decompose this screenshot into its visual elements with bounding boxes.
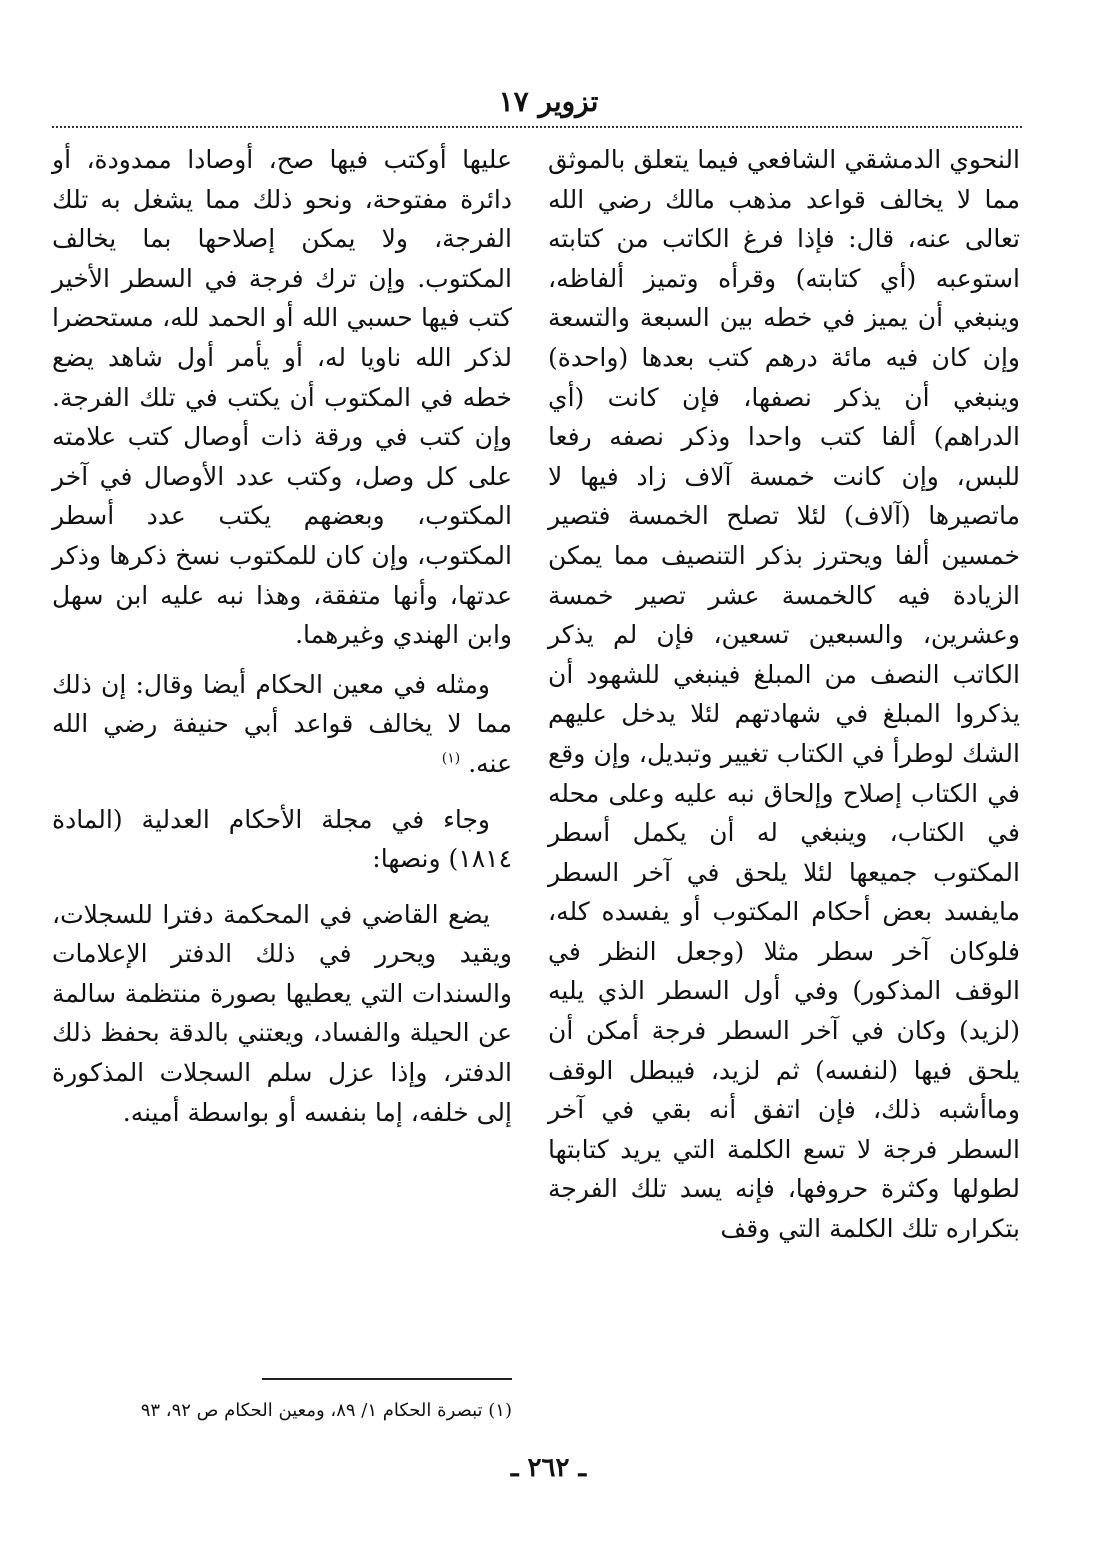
right-text-column <box>548 140 1020 1249</box>
running-header-title: تزوير ١٧ <box>498 85 599 118</box>
left-text-column <box>52 140 512 1132</box>
footnote-separator <box>262 1378 512 1380</box>
header-dotted-rule <box>52 126 1022 128</box>
page-number: ـ ٢٦٢ ـ <box>510 1453 587 1483</box>
left-column-paragraph-3: وجاء في مجلة الأحكام العدلية (المادة ١٨١٤) ونصها: <box>52 804 512 874</box>
footnote: (١) تبصرة الحكام ١/ ٨٩، ومعين الحكام ص ٩٢، ٩٣ <box>140 1400 512 1421</box>
left-column-paragraph-1: عليها أوكتب فيها صح، أوصادا ممدودة، أو دائرة مفتوحة، ونحو ذلك مما يشغل به تلك الفرجة، ولا يمكن إصلاحها بما يخالف المكتوب. وإن ترك فرجة في السطر الأخير كتب فيها حسبي الله أو الحمد لله، مستحضرا لذكر الله ناويا له، أو يأمر أول شاهد يضع خطه في المكتوب أن يكتب في تلك الفرجة. وإن كتب في ورقة ذات أوصال كتب علامته على كل وصل، وكتب عدد الأوصال في آخر المكتوب، وبعضهم يكتب عدد أسطر المكتوب، وإن كان للمكتوب نسخ ذكرها وذكر عدتها، وأنها متفقة، وهذا نبه عليه ابن سهل وابن الهندي وغيرهما. <box>52 145 512 650</box>
footnote-marker: (١) <box>441 750 461 767</box>
right-column-paragraph: النحوي الدمشقي الشافعي فيما يتعلق بالموثق مما لا يخالف قواعد مذهب مالك رضي الله تعالى عنه، قال: فإذا فرغ الكاتب من كتابته استوعبه (أي كتابته) وقرأه وتميز ألفاظه، وينبغي أن يميز في خطه بين السبعة والتسعة وإن كان فيه مائة درهم كتب بعدها (واحدة) وينبغي أن يذكر نصفها، فإن كانت (أي الدراهم) ألفا كتب واحدا وذكر نصفه رفعا للبس، وإن كانت خمسة آلاف زاد فيها لا ماتصيرها (آلاف) لئلا تصلح الخمسة فتصير خمسين ألفا ويحترز بذكر التنصيف مما يمكن الزيادة فيه كالخمسة عشر تصير خمسة وعشرين، والسبعين تسعين، فإن لم يذكر الكاتب النصف من المبلغ فينبغي للشهود أن يذكروا المبلغ في شهادتهم لئلا يدخل عليهم الشك لوطرأ في الكتاب تغيير وتبديل، وإن وقع في الكتاب إصلاح وإلحاق نبه عليه وعلى محله في الكتاب، وينبغي له أن يكمل أسطر المكتوب جميعها لئلا يلحق في آخر السطر مايفسد بعض أحكام المكتوب أو يفسده كله، فلوكان آخر سطر مثلا (وجعل النظر في الوقف المذكور) وفي أول السطر الذي يليه (لزيد) وكان في آخر السطر فرجة أمكن أن يلحق فيها (لنفسه) ثم لزيد، فيبطل الوقف وماأشبه ذلك، فإن اتفق أنه بقي في آخر السطر فرجة لا تسع الكلمة التي يريد كتابتها لطولها وكثرة حروفها، فإنه يسد تلك الفرجة بتكراره تلك الكلمة التي وقف <box>548 145 1020 1244</box>
left-column-paragraph-4: يضع القاضي في المحكمة دفترا للسجلات، ويقيد ويحرر في ذلك الدفتر الإعلامات والسندات التي يعطيها بصورة منتظمة سالمة عن الحيلة والفساد، ويعتني بالدقة بحفظ ذلك الدفتر، وإذا عزل سلم السجلات المذكورة إلى خلفه، إما بنفسه أو بواسطة أمينه. <box>52 899 512 1127</box>
paragraph-2-text: ومثله في معين الحكام أيضا وقال: إن ذلك مما لا يخالف قواعد أبي حنيفة رضي الله عنه. <box>52 669 512 778</box>
left-column-paragraph-2 <box>52 665 512 784</box>
